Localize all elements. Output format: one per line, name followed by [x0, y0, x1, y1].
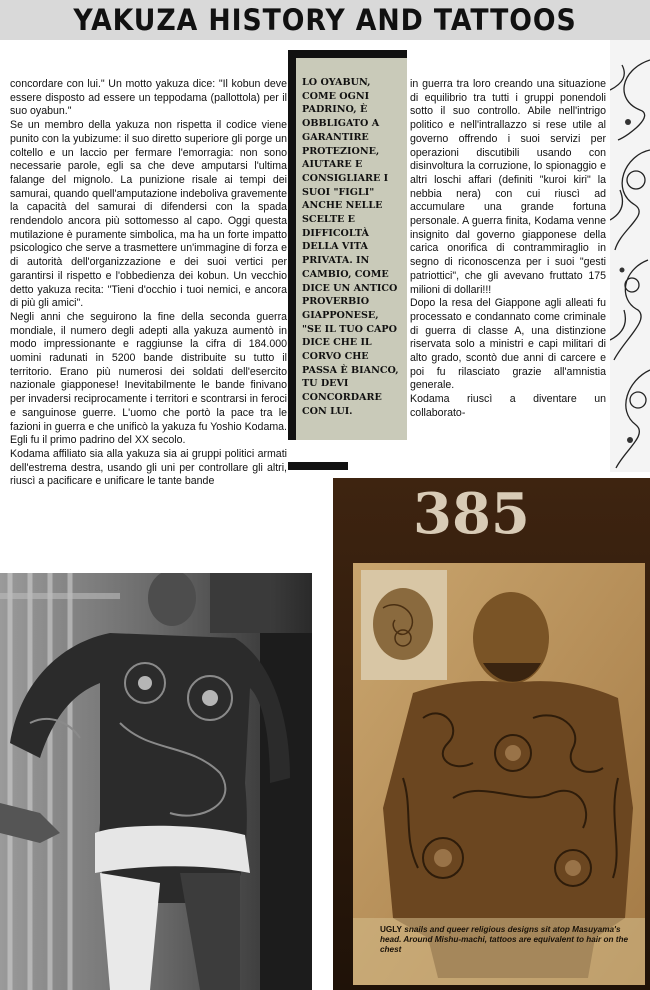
paragraph: Dopo la resa del Giappone agli alleati fu processato e condannato come criminale di guerra di classe A, una distinzione riservata solo a ministri e capi militari di alto grado, scontò due anni di carcere e poi fu rilasciato grazie all'amnistia generale. [410, 297, 606, 392]
pull-quote-text: LO OYABUN, COME OGNI PADRINO, È OBBLIGATO A GARANTIRE PROTEZIONE, AIUTARE E CONSIGLIARE I SUOI "FIGLI" ANCHE NELLE SCELTE E DIFFICOLTÀ DELLA VITA PRIVATA. IN CAMBIO, COME DICE UN ANTICO PROVERBIO GIAPPONESE, "SE IL TUO CAPO DICE CHE IL CORVO CHE PASSA È BIANCO, TU DEVI CONCORDARE CON LUI. [302, 77, 399, 417]
pull-quote-rule [288, 462, 348, 470]
caption-lead: UGLY [380, 925, 402, 934]
paragraph: Kodama affiliato sia alla yakuza sia ai gruppi politici armati dell'estrema destra, usando gli uni per controllare gli altri, riuscì a pacificare e unificare le tante bande [10, 447, 287, 488]
paragraph: in guerra tra loro creando una situazione di equilibrio tra tutti i gruppi ponendoli sotto il suo controllo. Abile nell'intrigo politico e nell'intrallazzo si rese utile al governo offrendo i suoi servizi per operazioni discutibili usando con disinvoltura la corruzione, lo spionaggio e altri loschi affari (definiti "kuroi kiri" la nebbia nera) con cui riuscì ad accumulare una grande fortuna personale. A guerra finita, Kodama venne insignito dal governo giapponese della carica onorifica di contrammiraglio in segno di riconoscenza per i suoi "gesti patriottici", che gli avevano fruttato 175 milioni di dollari!!! [410, 78, 606, 296]
page-header [0, 0, 650, 40]
page-title: YAKUZA HISTORY AND TATTOOS [73, 3, 577, 37]
paragraph: Negli anni che seguirono la fine della seconda guerra mondiale, il numero degli adepti alla yakuza aumentò in modo impressionante e raggiunse la cifra di 184.000 uomini radunati in 5200 bande distribuite su tutto il territorio. Erano più numerosi dei soldati dell'esercito nazionale giapponese! Inevitabilmente le bande finivano per invadersi reciprocamente i territori e scontrarsi in feroci e sanguinose guerre. L'uomo che portò la pace tra le fazioni in guerra e che unificò la yakuza fu Yoshio Kodama. Egli fu il primo padrino del XX secolo. [10, 310, 287, 447]
tattooed-man-portrait-photo [333, 478, 650, 990]
pull-quote-box [288, 50, 407, 440]
article-column-left [10, 78, 287, 489]
paragraph: Se un membro della yakuza non rispetta il codice viene punito con la yubizume: il suo diretto superiore gli porge un coltello e un laccio per fermare l'emorragia: non sono necessarie parole, egli sa che deve amputarsi l'ultima falange del mignolo. La punizione risale ai tempi dei samurai, quando quell'amputazione indeboliva gravemente la capacità del samurai di difendersi con la spada rendendolo ancora più sottomesso al capo. Oggi questa mutilazione è puramente simbolica, ma ha un forte impatto psicologico che serve a trasmettere un'immagine di forza e di autorità dell'organizzazione e dei suoi vertici per garantirsi il rispetto e l'obbedienza dei kobun. Un vecchio detto yakuza recita: "Tieni d'occhio i tuoi nemici, e ancora di più gli amici". [10, 119, 287, 310]
decorative-tattoo-illustration [610, 40, 650, 472]
paragraph: concordare con lui." Un motto yakuza dice: "Il kobun deve essere disposto ad essere un teppodama (pallottola) per il suo oyabun." [10, 78, 287, 118]
photo-number-label: 385 [413, 481, 530, 547]
paragraph: Kodama riuscì a diventare un collaborato- [410, 393, 606, 419]
photo-caption [380, 925, 632, 956]
tattooed-back-photo [0, 573, 312, 990]
caption-text: snails and queer religious designs sit atop Masuyama's head. Around Mishu-machi, tattoos are equivalent to hair on the chest [380, 925, 629, 955]
article-column-right [410, 78, 606, 421]
